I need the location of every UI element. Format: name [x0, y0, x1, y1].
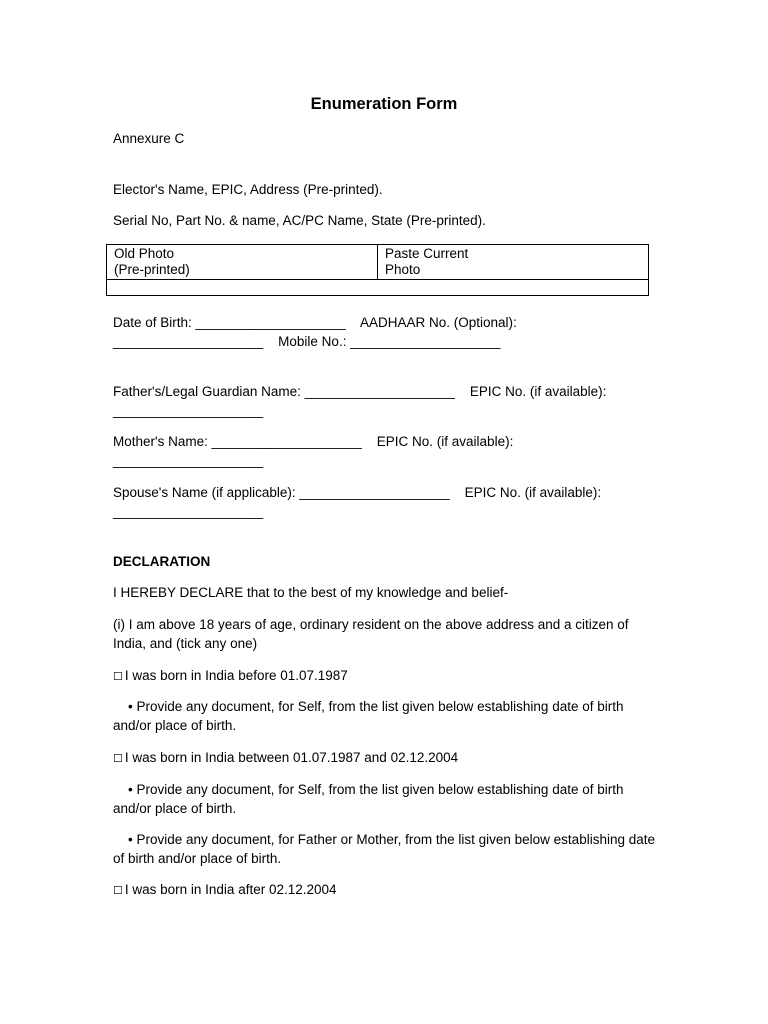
- spouse-name-line[interactable]: Spouse's Name (if applicable): ____________________ EPIC No. (if available):: [113, 485, 602, 500]
- photo-table-empty-cell: [107, 280, 649, 296]
- spouse-epic-line[interactable]: ____________________: [113, 504, 264, 519]
- serial-info-line: Serial No, Part No. & name, AC/PC Name, State (Pre-printed).: [113, 213, 486, 228]
- father-epic-line[interactable]: ____________________: [113, 403, 264, 418]
- option1-bullet-text: • Provide any document, for Self, from the list given below establishing date of birth and/or place of birth.: [113, 699, 624, 733]
- option-born-before-1987[interactable]: [113, 666, 348, 687]
- declaration-clause-i: (i) I am above 18 years of age, ordinary resident on the above address and a citizen of India, and (tick any one): [113, 617, 629, 651]
- checkbox-icon[interactable]: ☐: [113, 753, 123, 765]
- checkbox-icon[interactable]: ☐: [113, 671, 123, 683]
- father-name-line[interactable]: Father's/Legal Guardian Name: ____________________ EPIC No. (if available):: [113, 384, 607, 399]
- annexure-label: Annexure C: [113, 131, 185, 146]
- photo-table-header-row: [107, 245, 649, 280]
- elector-info-line: Elector's Name, EPIC, Address (Pre-printed).: [113, 182, 383, 197]
- option-label: I was born in India between 01.07.1987 and 02.12.2004: [124, 750, 459, 765]
- checkbox-icon[interactable]: ☐: [113, 885, 123, 897]
- current-photo-cell[interactable]: Paste Current Photo: [378, 245, 649, 280]
- option1-bullet: [113, 697, 658, 735]
- mother-name-line[interactable]: Mother's Name: ____________________ EPIC No. (if available):: [113, 434, 514, 449]
- declaration-heading: DECLARATION: [113, 554, 211, 569]
- old-photo-cell: Old Photo (Pre-printed): [107, 245, 378, 280]
- option2-bullet-self: [113, 780, 658, 818]
- dob-aadhaar-line[interactable]: Date of Birth: ____________________ AADHAAR No. (Optional):: [113, 315, 517, 330]
- mother-epic-line[interactable]: ____________________: [113, 453, 264, 468]
- option-born-after-2004[interactable]: [113, 880, 337, 901]
- declaration-intro: I HEREBY DECLARE that to the best of my knowledge and belief-: [113, 585, 509, 600]
- option2-bullet-parent: [113, 830, 658, 868]
- photo-table-empty-row: [107, 280, 649, 296]
- option-label: I was born in India after 02.12.2004: [124, 882, 337, 897]
- aadhaar-mobile-line[interactable]: ____________________ Mobile No.: ____________________: [113, 334, 501, 349]
- photo-table: [106, 244, 649, 296]
- option-born-1987-2004[interactable]: [113, 748, 458, 769]
- option-label: I was born in India before 01.07.1987: [124, 668, 348, 683]
- form-title: Enumeration Form: [310, 95, 458, 113]
- option2-bullet-self-text: • Provide any document, for Self, from the list given below establishing date of birth and/or place of birth.: [113, 782, 624, 816]
- option2-bullet-parent-text: • Provide any document, for Father or Mother, from the list given below establishing date of birth and/or place of birth.: [113, 832, 655, 866]
